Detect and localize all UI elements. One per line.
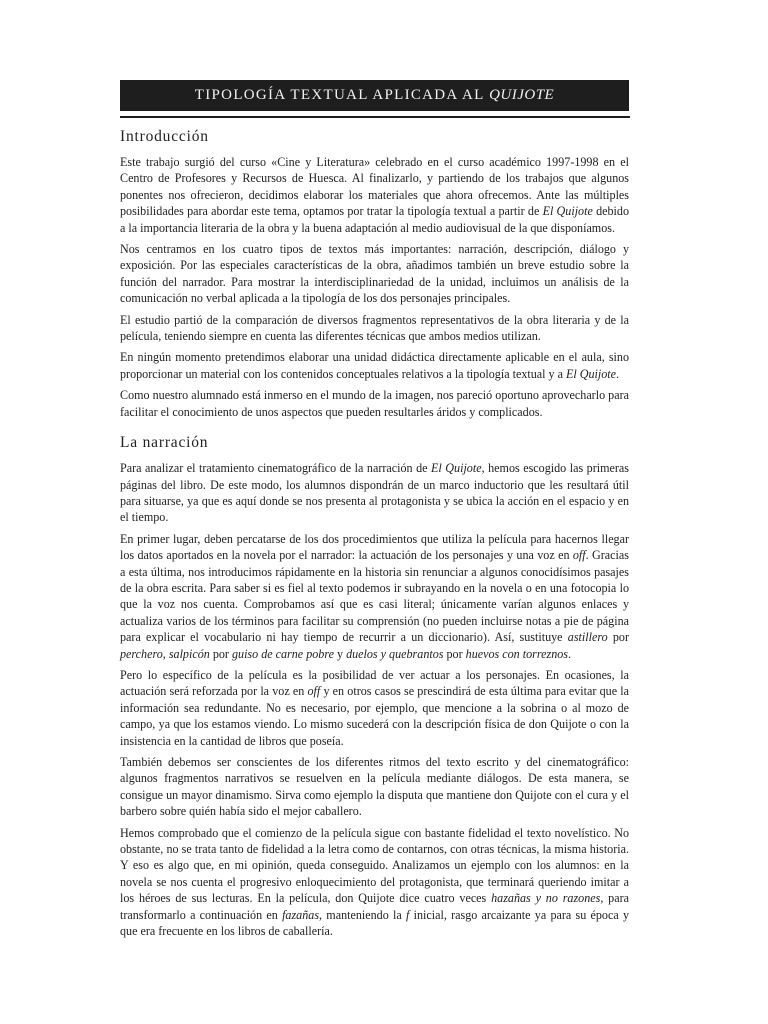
section-heading-introduccion: Introducción xyxy=(120,128,209,145)
section-heading-narracion: La narración xyxy=(120,434,209,452)
paragraph: También debemos ser conscientes de los diferentes ritmos del texto escrito y del cinematográfico: algunos fragmentos narrativos se resuelven en la película mediante diálogos. De esta manera, se consigue un mayor dinamismo. Sirva como ejemplo la disputa que mantiene don Quijote con el cura y el barbero sobre quién había sido el mejor caballero. xyxy=(120,755,629,819)
header-divider xyxy=(120,116,630,118)
paragraph: Para analizar el tratamiento cinematográfico de la narración de El Quijote, hemos escogido las primeras páginas del libro. De este modo, los alumnos dispondrán de un marco inductorio que les resultará útil para situarse, ya que es aquí donde se nos presenta al protagonista y se ubica la acción en el espacio y en el tiempo. xyxy=(120,461,629,525)
page-body xyxy=(120,128,629,944)
paragraph: Hemos comprobado que el comienzo de la película sigue con bastante fidelidad el texto novelístico. No obstante, no se trata tanto de fidelidad a la letra como de contarnos, con otras técnicas, la misma historia. Y eso es algo que, en mi opinión, queda conseguido. Analizamos un ejemplo con los alumnos: en la novela se nos cuenta el progresivo enloquecimiento del protagonista, que terminará queriendo imitar a los héroes de sus lecturas. En la película, don Quijote dice cuatro veces hazañas y no razones, para transformarlo a continuación en fazañas, manteniendo la f inicial, rasgo arcaizante ya para su época y que era frecuente en los libros de caballería. xyxy=(120,825,629,939)
paragraph: Como nuestro alumnado está inmerso en el mundo de la imagen, nos pareció oportuno aprovecharlo para facilitar el conocimiento de unos aspectos que pueden resultarles áridos y complicados. xyxy=(120,388,629,419)
paragraph: En ningún momento pretendimos elaborar una unidad didáctica directamente aplicable en el aula, sino proporcionar un material con los contenidos conceptuales relativos a la tipología textual y a El Quijote. xyxy=(120,350,629,381)
running-header xyxy=(120,80,629,111)
header-title-italic: QUIJOTE xyxy=(489,87,555,103)
paragraph: En primer lugar, deben percatarse de los dos procedimientos que utiliza la película para hacernos llegar los datos aportados en la novela por el narrador: la actuación de los personajes y una voz en off. Gracias a esta última, nos introducimos rápidamente en la historia sin renunciar a algunos conocidísimos pasajes de la obra escrita. Para saber si es fiel al texto podemos ir subrayando en la novela o en una fotocopia lo que la voz nos cuenta. Comprobamos así que es casi literal; únicamente varían algunos enlaces y actualiza varios de los términos para facilitar su comprensión (no pueden incluirse notas a pie de página para explicar el vocabulario ni hay tiempo de recurrir a un diccionario). Así, sustituye astillero por perchero, salpicón por guiso de carne pobre y duelos y quebrantos por huevos con torreznos. xyxy=(120,531,629,661)
paragraph: El estudio partió de la comparación de diversos fragmentos representativos de la obra literaria y de la película, teniendo siempre en cuenta las diferentes técnicas que ambos medios utilizan. xyxy=(120,312,629,344)
header-title: TIPOLOGÍA TEXTUAL APLICADA AL xyxy=(194,87,490,103)
paragraph: Nos centramos en los cuatro tipos de textos más importantes: narración, descripción, diálogo y exposición. Por las especiales características de la obra, añadimos también un breve estudio sobre la función del narrador. Para mostrar la interdisciplinariedad de la unidad, incluimos un análisis de la comunicación no verbal aplicada a la tipología de los dos personajes principales. xyxy=(120,242,629,306)
paragraph: Este trabajo surgió del curso «Cine y Literatura» celebrado en el curso académico 1997-1998 en el Centro de Profesores y Recursos de Huesca. Al finalizarlo, y partiendo de los trabajos que algunos ponentes nos ofrecieron, decidimos elaborar los materiales que ahora ofrecemos. Ante las múltiples posibilidades para abordar este tema, optamos por tratar la tipología textual a partir de El Quijote debido a la importancia literaria de la obra y la buena adaptación al medio audiovisual de la que disponíamos. xyxy=(120,155,630,235)
paragraph: Pero lo específico de la película es la posibilidad de ver actuar a los personajes. En ocasiones, la actuación será reforzada por la voz en off y en otros casos se prescindirá de esta última para evitar que la información sea redundante. No es necesario, por ejemplo, que mencione a la sobrina o al mozo de campo, ya que los estamos viendo. Lo mismo sucederá con la descripción física de don Quijote o con la insistencia en la cantidad de libros que poseía. xyxy=(120,667,629,748)
